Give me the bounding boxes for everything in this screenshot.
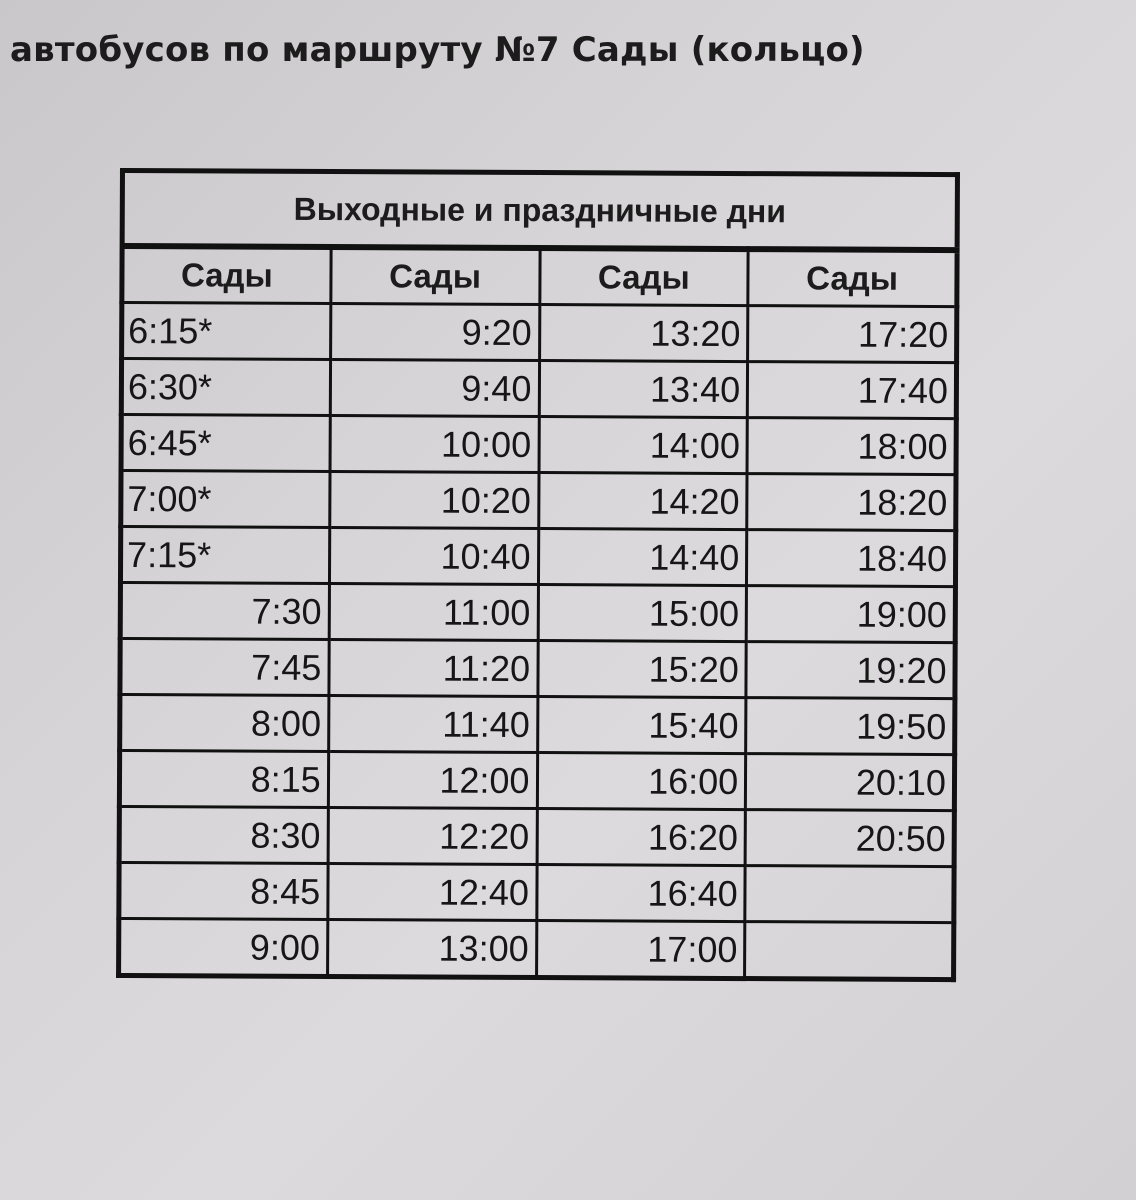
table-row — [119, 863, 954, 923]
table-row — [119, 919, 954, 980]
departure-time-cell: 7:30 — [120, 583, 329, 640]
departure-time-cell: 11:20 — [329, 640, 538, 697]
departure-time-cell: 7:15* — [120, 527, 329, 584]
departure-time-cell: 17:20 — [748, 306, 957, 363]
departure-time-cell: 10:00 — [330, 416, 539, 473]
empty-cell — [745, 866, 954, 923]
column-header-row — [122, 246, 957, 307]
departure-time-cell: 20:50 — [745, 810, 954, 867]
caption-row — [122, 171, 957, 251]
departure-time-cell: 19:00 — [746, 586, 955, 643]
departure-time-cell: 15:00 — [538, 585, 747, 642]
page-title: автобусов по маршруту №7 Сады (кольцо) — [10, 30, 865, 70]
departure-time-cell: 8:15 — [119, 751, 328, 808]
departure-time-cell: 9:20 — [330, 304, 539, 361]
departure-time-cell: 9:40 — [330, 360, 539, 417]
table-row — [122, 303, 957, 363]
table-row — [119, 751, 954, 811]
departure-time-cell: 14:40 — [538, 529, 747, 586]
departure-time-cell: 15:20 — [537, 641, 746, 698]
departure-time-cell: 17:00 — [536, 921, 745, 979]
column-header: Сады — [331, 247, 540, 305]
departure-time-cell: 19:20 — [746, 642, 955, 699]
column-header: Сады — [539, 248, 748, 306]
table-row — [120, 695, 955, 755]
empty-cell — [745, 922, 954, 980]
table-row — [119, 807, 954, 867]
departure-time-cell: 18:00 — [747, 418, 956, 475]
departure-time-cell: 7:00* — [121, 471, 330, 528]
table-caption: Выходные и праздничные дни — [122, 171, 957, 251]
column-header: Сады — [748, 249, 957, 307]
table-row — [120, 527, 955, 587]
departure-time-cell: 18:40 — [747, 530, 956, 587]
departure-time-cell: 8:30 — [119, 807, 328, 864]
departure-time-cell: 12:20 — [328, 808, 537, 865]
departure-time-cell: 12:40 — [328, 864, 537, 921]
table-row — [120, 639, 955, 699]
table-row — [121, 471, 956, 531]
table-row — [121, 415, 956, 475]
departure-time-cell: 6:30* — [121, 359, 330, 416]
departure-time-cell: 16:20 — [537, 809, 746, 866]
schedule-body — [119, 303, 957, 980]
departure-time-cell: 7:45 — [120, 639, 329, 696]
departure-time-cell: 10:20 — [329, 472, 538, 529]
departure-time-cell: 16:40 — [536, 865, 745, 922]
departure-time-cell: 6:45* — [121, 415, 330, 472]
departure-time-cell: 17:40 — [748, 362, 957, 419]
departure-time-cell: 13:40 — [539, 361, 748, 418]
column-header: Сады — [122, 246, 331, 304]
departure-time-cell: 18:20 — [747, 474, 956, 531]
departure-time-cell: 14:20 — [538, 473, 747, 530]
schedule-table — [116, 168, 960, 982]
table-row — [120, 583, 955, 643]
departure-time-cell: 11:40 — [328, 696, 537, 753]
table-row — [121, 359, 956, 419]
departure-time-cell: 6:15* — [122, 303, 331, 360]
departure-time-cell: 9:00 — [119, 919, 328, 977]
departure-time-cell: 15:40 — [537, 697, 746, 754]
departure-time-cell: 8:00 — [120, 695, 329, 752]
departure-time-cell: 20:10 — [746, 754, 955, 811]
departure-time-cell: 13:00 — [327, 920, 536, 978]
departure-time-cell: 8:45 — [119, 863, 328, 920]
departure-time-cell: 11:00 — [329, 584, 538, 641]
departure-time-cell: 19:50 — [746, 698, 955, 755]
departure-time-cell: 16:00 — [537, 753, 746, 810]
departure-time-cell: 13:20 — [539, 305, 748, 362]
schedule-sheet — [116, 168, 960, 982]
departure-time-cell: 12:00 — [328, 752, 537, 809]
departure-time-cell: 10:40 — [329, 528, 538, 585]
departure-time-cell: 14:00 — [539, 417, 748, 474]
